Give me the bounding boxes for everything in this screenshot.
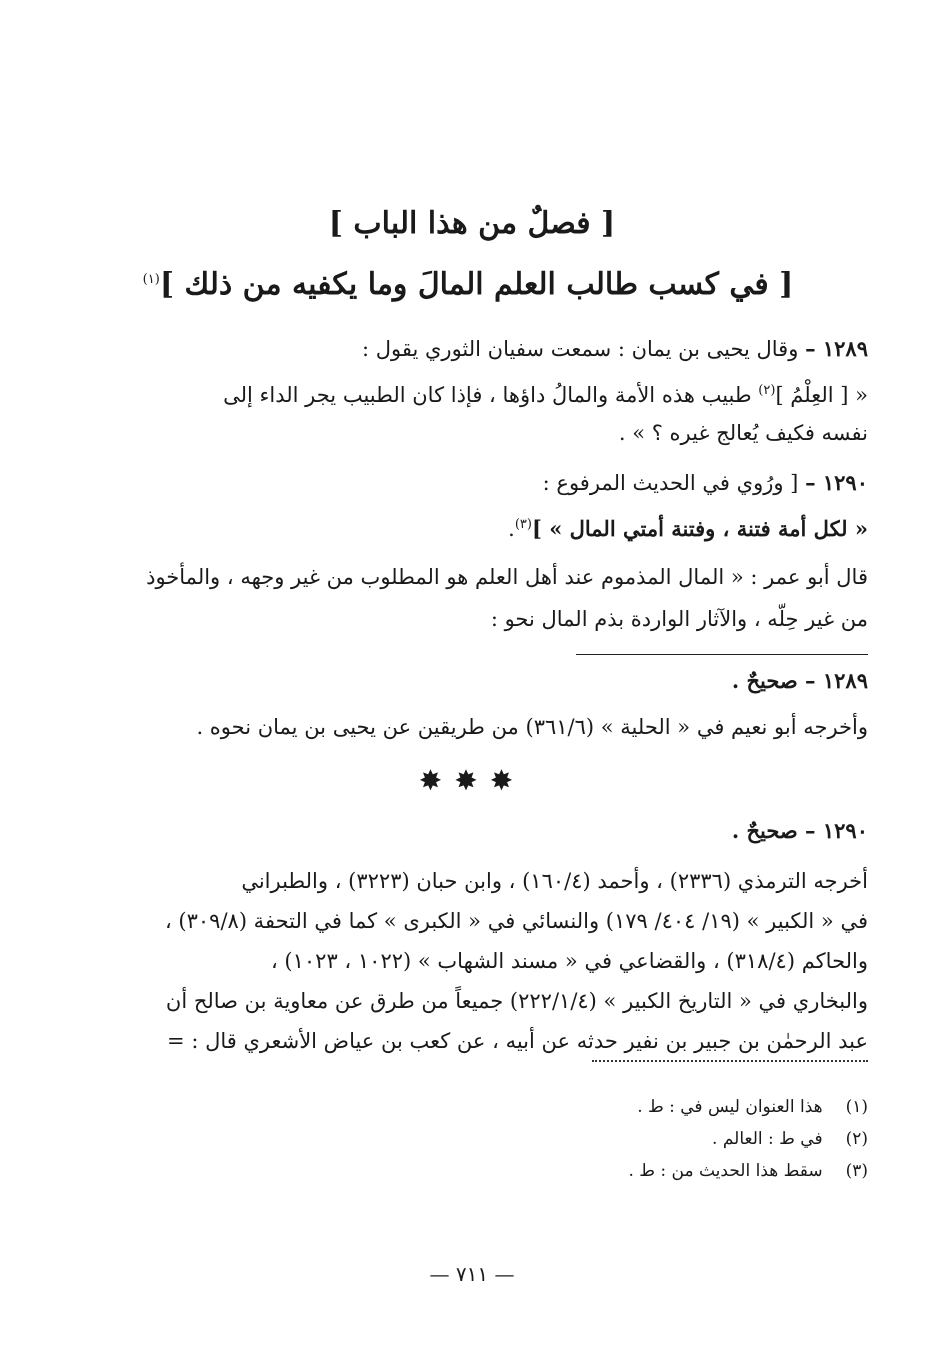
footnote-3-text: سقط هذا الحديث من : ط . bbox=[628, 1161, 823, 1181]
entry-1289-quote-start: « [ العِلْمُ ] bbox=[775, 383, 868, 407]
entry-1289-quote-line-1 bbox=[60, 376, 868, 410]
entry-1289-intro: وقال يحيى بن يمان : سمعت سفيان الثوري يقول : bbox=[361, 337, 799, 361]
footnote-3-number: (٣) bbox=[845, 1161, 868, 1181]
footnote-1-text: هذا العنوان ليس في : ط . bbox=[637, 1097, 823, 1117]
commentary-1290-head-text: ١٢٩٠ – صحيحٌ . bbox=[731, 818, 868, 843]
abu-omar-text-1: قال أبو عمر : « المال المذموم عند أهل العلم هو المطلوب من غير وجهه ، والمأخوذ bbox=[146, 565, 868, 589]
footnote-ref-1: (١) bbox=[142, 272, 160, 287]
commentary-1290-heading bbox=[60, 816, 868, 846]
entry-1290-hadith: « لكل أمة فتنة ، وفتنة أمتي المال » ] bbox=[531, 516, 868, 541]
footnote-3 bbox=[628, 1158, 868, 1184]
commentary-1290-line-4 bbox=[60, 986, 868, 1016]
footnote-1 bbox=[637, 1094, 868, 1120]
footnote-1-number: (١) bbox=[845, 1097, 868, 1117]
chapter-subheading-text: [ في كسب طالب العلم المالَ وما يكفيه من ذلك ] bbox=[159, 267, 794, 302]
page-number: — ٧١١ — bbox=[429, 1262, 515, 1286]
chapter-heading-text: [ فصلٌ من هذا الباب ] bbox=[328, 206, 616, 241]
entry-1290-hadith-line bbox=[60, 510, 868, 544]
commentary-1290-text-5: عبد الرحمٰن بن جبير بن نفير حدثه عن أبيه ، عن كعب بن عياض الأشعري قال : = bbox=[167, 1029, 868, 1053]
entry-number-1289: ١٢٨٩ – bbox=[805, 336, 868, 361]
commentary-divider bbox=[576, 654, 868, 655]
entry-1290-intro-line bbox=[60, 468, 868, 498]
footnote-ref-3: (٣) bbox=[514, 517, 532, 532]
commentary-1289-head-text: ١٢٨٩ – صحيحٌ . bbox=[731, 668, 868, 693]
commentary-1290-text-3: والحاكم (٣١٨/٤) ، والقضاعي في « مسند الشهاب » (١٠٢٢ ، ١٠٢٣) ، bbox=[270, 949, 868, 973]
commentary-1289-text: وأخرجه أبو نعيم في « الحلية » (٣٦١/٦) من طريقين عن يحيى بن يمان نحوه . bbox=[196, 715, 868, 739]
chapter-subheading bbox=[40, 258, 896, 307]
abu-omar-line-2 bbox=[60, 604, 868, 634]
footnotes-divider bbox=[592, 1060, 868, 1062]
footnote-2-text: في ط : العالم . bbox=[712, 1129, 823, 1149]
commentary-1290-text-2: في « الكبير » (١٩/ ٤٠٤/ ١٧٩) والنسائي في « الكبرى » كما في التحفة (٣٠٩/٨) ، bbox=[164, 909, 868, 933]
entry-number-1290: ١٢٩٠ – bbox=[805, 470, 868, 495]
commentary-1290-line-5 bbox=[60, 1026, 868, 1056]
entry-1289-quote-rest: طبيب هذه الأمة والمالُ داؤها ، فإذا كان الطبيب يجر الداء إلى bbox=[223, 383, 752, 407]
commentary-1290-text-4: والبخاري في « التاريخ الكبير » (٢٢٢/١/٤) جميعاً من طرق عن معاوية بن صالح أن bbox=[165, 989, 868, 1013]
commentary-1289-heading bbox=[60, 666, 868, 696]
abu-omar-text-2: من غير حِلّه ، والآثار الواردة بذم المال نحو : bbox=[490, 607, 868, 631]
entry-1289-intro-line bbox=[60, 334, 868, 364]
footnote-2-number: (٢) bbox=[845, 1129, 868, 1149]
commentary-1290-line-3 bbox=[60, 946, 868, 976]
abu-omar-line-1 bbox=[60, 562, 868, 592]
commentary-1290-line-1 bbox=[60, 866, 868, 896]
section-separator-stars: ✸✸✸ bbox=[418, 764, 526, 797]
footnote-2 bbox=[712, 1126, 868, 1152]
commentary-1290-line-2 bbox=[60, 906, 868, 936]
entry-1290-period: . bbox=[508, 517, 515, 541]
entry-1289-quote-end: نفسه فكيف يُعالج غيره ؟ » . bbox=[618, 421, 868, 445]
footnote-ref-2: (٢) bbox=[758, 383, 776, 398]
commentary-1290-text-1: أخرجه الترمذي (٢٣٣٦) ، وأحمد (١٦٠/٤) ، وابن حبان (٣٢٢٣) ، والطبراني bbox=[241, 869, 868, 893]
chapter-heading bbox=[0, 202, 944, 246]
entry-1290-intro: [ ورُوي في الحديث المرفوع : bbox=[542, 471, 799, 495]
commentary-1289-text-line bbox=[60, 712, 868, 742]
entry-1289-quote-line-2 bbox=[60, 418, 868, 448]
